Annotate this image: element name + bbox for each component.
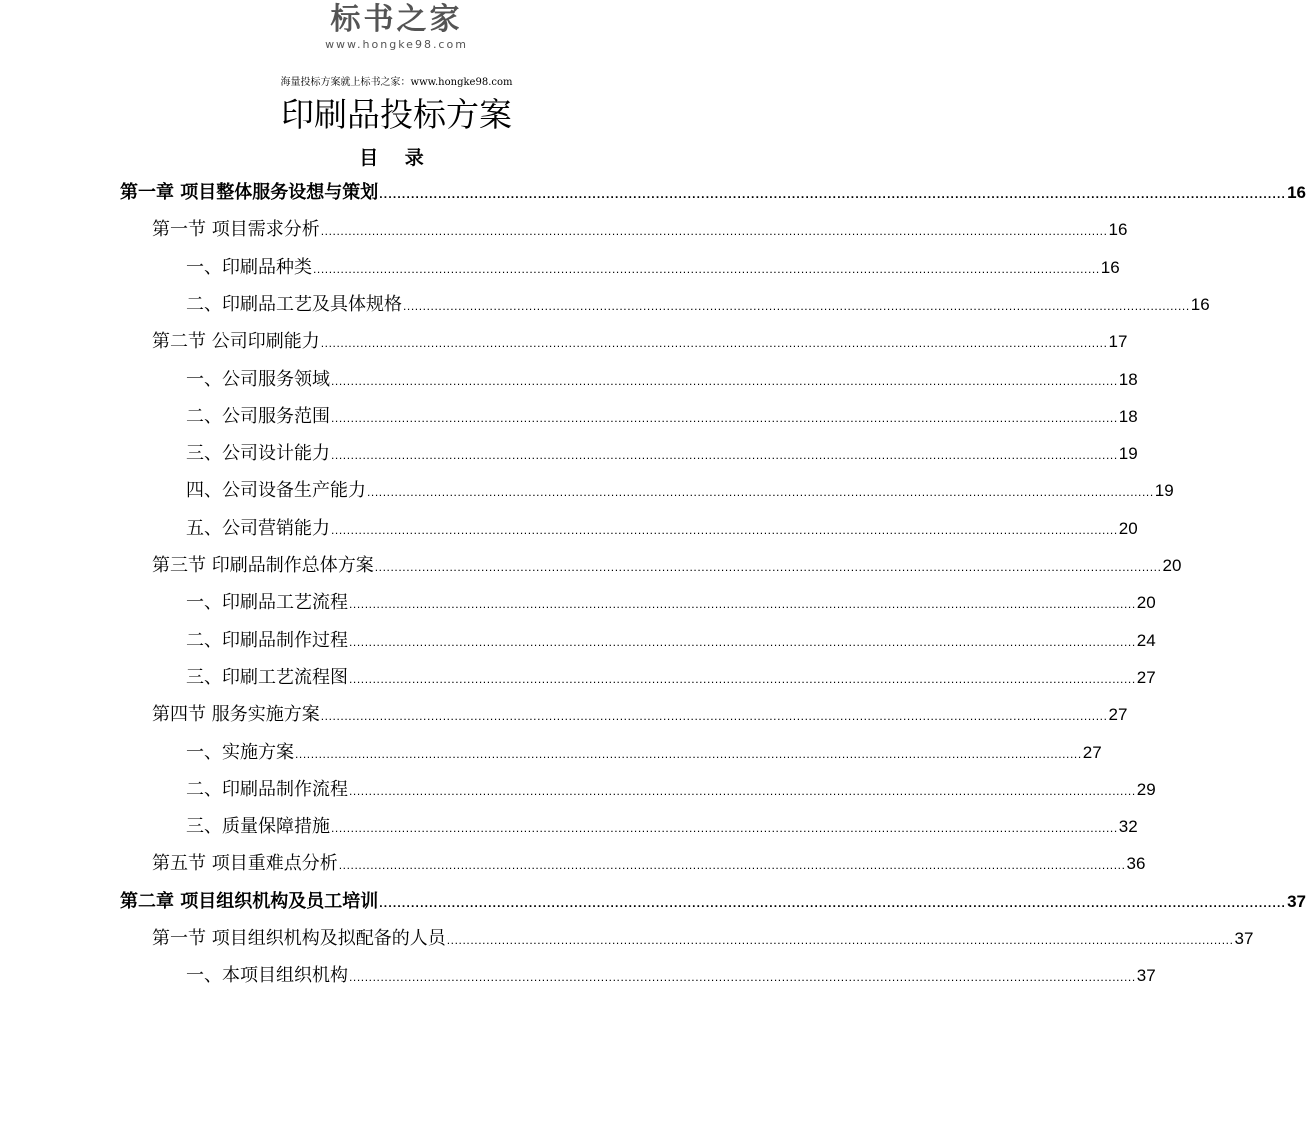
toc-entry-label: 一、印刷品工艺流程 — [186, 592, 348, 614]
toc-page-number: 20 — [1162, 556, 1182, 575]
toc-page-number: 20 — [1118, 518, 1138, 538]
toc-entry-label: 三、公司设计能力 — [186, 443, 330, 465]
toc-page-number: 16 — [1190, 294, 1210, 314]
toc-page-number: 19 — [1154, 481, 1174, 501]
toc-dot-leader: ........................................................................................................................................................................................................ — [331, 522, 1118, 537]
toc-page-number: 37 — [1287, 891, 1306, 911]
toc-page-number: 37 — [1234, 929, 1254, 948]
toc-entry[interactable] — [186, 665, 1156, 691]
logo-text: 标书之家 — [330, 2, 463, 37]
toc-entry[interactable] — [152, 851, 1146, 877]
toc-entry[interactable] — [186, 367, 1138, 393]
toc-entry-label: 二、印刷品工艺及具体规格 — [186, 293, 402, 315]
toc-entry-label: 第四节 服务实施方案 — [152, 704, 320, 726]
toc-dot-leader: ........................................................................................................................................................................................................ — [313, 261, 1100, 276]
toc-page-number: 17 — [1108, 332, 1128, 352]
toc-page-number: 16 — [1108, 220, 1128, 240]
toc-page-number: 27 — [1108, 705, 1128, 725]
toc-page-number: 37 — [1136, 966, 1156, 986]
toc-dot-leader: ........................................................................................................................................................................................................ — [349, 970, 1136, 985]
toc-heading: 目 录 — [359, 147, 434, 169]
header-banner: 海量投标方案就上标书之家：www.hongke98.com — [280, 77, 513, 88]
toc-dot-leader: ........................................................................................................................................................................................................ — [349, 597, 1136, 612]
toc-page-number: 18 — [1118, 406, 1138, 426]
site-logo — [0, 2, 793, 52]
document-title: 印刷品投标方案 — [281, 95, 512, 134]
toc-entry-label: 第三节 印刷品制作总体方案 — [152, 555, 374, 576]
toc-dot-leader: ........................................................................................................................................................................................................ — [379, 187, 1287, 201]
toc-page-number: 29 — [1136, 779, 1156, 799]
toc-dot-leader: ........................................................................................................................................................................................................ — [338, 858, 1126, 873]
toc-entry[interactable] — [120, 889, 1306, 915]
toc-page-number: 32 — [1118, 817, 1138, 837]
toc-entry[interactable] — [186, 478, 1174, 504]
toc-entry-label: 第一节 项目组织机构及拟配备的人员 — [152, 928, 446, 949]
toc-entry[interactable] — [186, 963, 1156, 989]
toc-entry[interactable] — [186, 516, 1138, 542]
toc-entry[interactable] — [152, 702, 1128, 728]
toc-dot-leader: ........................................................................................................................................................................................................ — [331, 821, 1118, 836]
toc-dot-leader: ........................................................................................................................................................................................................ — [331, 448, 1118, 463]
toc-entry-label: 五、公司营销能力 — [186, 517, 330, 539]
toc-dot-leader: ........................................................................................................................................................................................................ — [331, 373, 1118, 388]
toc-entry[interactable] — [120, 180, 1306, 206]
toc-entry-label: 第一节 项目需求分析 — [152, 219, 320, 241]
toc-entry[interactable] — [152, 553, 1182, 579]
toc-entry-label: 四、公司设备生产能力 — [186, 480, 366, 502]
toc-dot-leader: ........................................................................................................................................................................................................ — [403, 298, 1190, 313]
toc-dot-leader: ........................................................................................................................................................................................................ — [349, 634, 1136, 649]
toc-page-number: 16 — [1287, 183, 1306, 202]
toc-dot-leader: ........................................................................................................................................................................................................ — [320, 224, 1108, 239]
toc-page-number: 27 — [1136, 667, 1156, 687]
toc-entry-label: 二、印刷品制作过程 — [186, 629, 348, 651]
toc-entry[interactable] — [186, 590, 1156, 616]
toc-entry-label: 第二节 公司印刷能力 — [152, 331, 320, 353]
toc-page-number: 36 — [1126, 854, 1146, 874]
toc-entry-label: 三、印刷工艺流程图 — [186, 666, 348, 688]
toc-page-number: 27 — [1082, 742, 1102, 762]
toc-dot-leader: ........................................................................................................................................................................................................ — [331, 410, 1118, 425]
toc-entry-label: 二、印刷品制作流程 — [186, 778, 348, 800]
toc-dot-leader: ........................................................................................................................................................................................................ — [367, 485, 1154, 500]
toc-page-number: 20 — [1136, 593, 1156, 613]
toc-dot-leader: ........................................................................................................................................................................................................ — [320, 709, 1108, 724]
toc-dot-leader: ........................................................................................................................................................................................................ — [295, 746, 1082, 761]
toc-dot-leader: ........................................................................................................................................................................................................ — [446, 933, 1234, 947]
toc-dot-leader: ........................................................................................................................................................................................................ — [349, 671, 1136, 686]
toc-entry-label: 一、印刷品种类 — [186, 256, 312, 278]
toc-entry[interactable] — [186, 777, 1156, 803]
toc-entry[interactable] — [186, 740, 1102, 766]
toc-dot-leader: ........................................................................................................................................................................................................ — [379, 895, 1287, 910]
toc-page-number: 19 — [1118, 444, 1138, 464]
toc-page-number: 16 — [1100, 257, 1120, 277]
toc-entry[interactable] — [186, 255, 1120, 281]
toc-entry[interactable] — [186, 441, 1138, 467]
toc-entry[interactable] — [152, 926, 1254, 952]
toc-page-number: 18 — [1118, 369, 1138, 389]
toc-entry-label: 第五节 项目重难点分析 — [152, 853, 338, 875]
toc-entry[interactable] — [186, 292, 1210, 318]
logo-url: www.hongke98.com — [325, 38, 468, 51]
toc-entry[interactable] — [186, 628, 1156, 654]
toc-dot-leader: ........................................................................................................................................................................................................ — [349, 783, 1136, 798]
toc-entry-label: 第二章 项目组织机构及员工培训 — [120, 890, 379, 912]
toc-dot-leader: ........................................................................................................................................................................................................ — [374, 560, 1162, 574]
toc-entry-label: 三、质量保障措施 — [186, 816, 330, 838]
toc-entry-label: 一、实施方案 — [186, 741, 294, 763]
toc-entry[interactable] — [152, 217, 1128, 243]
toc-entry-label: 二、公司服务范围 — [186, 405, 330, 427]
toc-entry-label: 一、公司服务领域 — [186, 368, 330, 390]
toc-page-number: 24 — [1136, 630, 1156, 650]
toc-entry-label: 第一章 项目整体服务设想与策划 — [120, 182, 379, 203]
toc-dot-leader: ........................................................................................................................................................................................................ — [320, 336, 1108, 351]
toc-entry-label: 一、本项目组织机构 — [186, 965, 348, 987]
toc-entry[interactable] — [186, 814, 1138, 840]
toc-entry[interactable] — [152, 329, 1128, 355]
toc-entry[interactable] — [186, 404, 1138, 430]
